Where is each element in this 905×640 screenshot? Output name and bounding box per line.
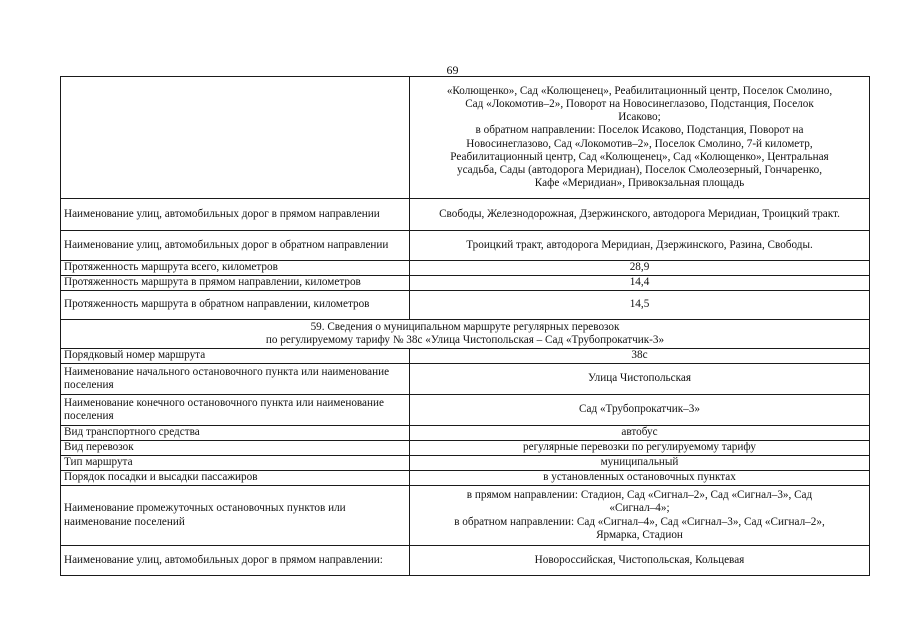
page-number: 69: [446, 63, 459, 77]
row-label: Наименование начального остановочного пункта или наименование поселения: [61, 364, 410, 395]
row-value: 38с: [410, 349, 870, 364]
stops-line: Новосинеглазово, Сад «Локомотив–2», Поселок Смолино, 7-й километр,: [466, 137, 813, 150]
table-row: [61, 486, 870, 546]
intermediate-stops-cell: [410, 486, 870, 546]
row-label: Вид перевозок: [61, 441, 410, 456]
table-row: [61, 395, 870, 426]
row-label: Тип маршрута: [61, 456, 410, 471]
row-label: Протяженность маршрута в прямом направлении, километров: [61, 276, 410, 291]
row-label: Протяженность маршрута всего, километров: [61, 261, 410, 276]
row-label: Порядковый номер маршрута: [61, 349, 410, 364]
row-value: автобус: [410, 426, 870, 441]
table-row: [61, 426, 870, 441]
section-title-line: 59. Сведения о муниципальном маршруте регулярных перевозок: [310, 320, 620, 333]
row-label: Порядок посадки и высадки пассажиров: [61, 471, 410, 486]
row-value: Троицкий тракт, автодорога Меридиан, Дзержинского, Разина, Свободы.: [410, 231, 870, 261]
stops-line: Ярмарка, Стадион: [596, 528, 683, 541]
stops-line: в прямом направлении: Стадион, Сад «Сигнал–2», Сад «Сигнал–3», Сад: [466, 489, 813, 502]
table-row: [61, 261, 870, 276]
empty-label-cell: [61, 77, 410, 199]
table-row: [61, 441, 870, 456]
stops-continuation-cell: [410, 77, 870, 199]
stops-line: в обратном направлении: Сад «Сигнал–4», Сад «Сигнал–3», Сад «Сигнал–2»,: [454, 515, 825, 528]
table-row: [61, 471, 870, 486]
row-value: Новороссийская, Чистопольская, Кольцевая: [410, 546, 870, 576]
stops-line: в обратном направлении: Поселок Исаково, Подстанция, Поворот на: [475, 124, 804, 137]
stops-line: Исаково;: [618, 111, 661, 124]
stops-line: Сад «Локомотив–2», Поворот на Новосинеглазово, Подстанция, Поселок: [465, 97, 814, 110]
table-row: [61, 364, 870, 395]
table-row: [61, 77, 870, 199]
row-label: Наименование улиц, автомобильных дорог в обратном направлении: [61, 231, 410, 261]
stops-line: Кафе «Меридиан», Привокзальная площадь: [534, 177, 745, 190]
row-value: Улица Чистопольская: [410, 364, 870, 395]
stops-line: «Сигнал–4»;: [609, 502, 670, 515]
table-row: [61, 276, 870, 291]
row-label: Наименование улиц, автомобильных дорог в прямом направлении:: [61, 546, 410, 576]
section-header-row: [61, 320, 870, 349]
row-value: регулярные перевозки по регулируемому тарифу: [410, 441, 870, 456]
stops-line: усадьба, Сады (автодорога Меридиан), Поселок Смолеозерный, Гончаренко,: [456, 163, 823, 176]
stops-line: Реабилитационный центр, Сад «Колющенец», Сад «Колющенко», Центральная: [450, 150, 829, 163]
row-value: в установленных остановочных пунктах: [410, 471, 870, 486]
table-row: [61, 456, 870, 471]
section-title: [61, 320, 870, 349]
table-row: [61, 291, 870, 320]
table-row: [61, 546, 870, 576]
table-row: [61, 231, 870, 261]
row-label: Протяженность маршрута в обратном направлении, километров: [61, 291, 410, 320]
row-label: Вид транспортного средства: [61, 426, 410, 441]
row-value: Свободы, Железнодорожная, Дзержинского, автодорога Меридиан, Троицкий тракт.: [410, 199, 870, 231]
stops-line: «Колющенко», Сад «Колющенец», Реабилитационный центр, Поселок Смолино,: [446, 84, 833, 97]
row-value: 14,5: [410, 291, 870, 320]
row-value: 28,9: [410, 261, 870, 276]
route-table: [60, 76, 870, 576]
row-value: муниципальный: [410, 456, 870, 471]
row-label: Наименование промежуточных остановочных пунктов или наименование поселений: [61, 486, 410, 546]
row-value: 14,4: [410, 276, 870, 291]
section-title-line: по регулируемому тарифу № 38с «Улица Чистопольская – Сад «Трубопрокатчик-3»: [265, 334, 665, 346]
table-row: [61, 199, 870, 231]
row-label: Наименование улиц, автомобильных дорог в прямом направлении: [61, 199, 410, 231]
row-value: Сад «Трубопрокатчик–3»: [410, 395, 870, 426]
table-row: [61, 349, 870, 364]
row-label: Наименование конечного остановочного пункта или наименование поселения: [61, 395, 410, 426]
